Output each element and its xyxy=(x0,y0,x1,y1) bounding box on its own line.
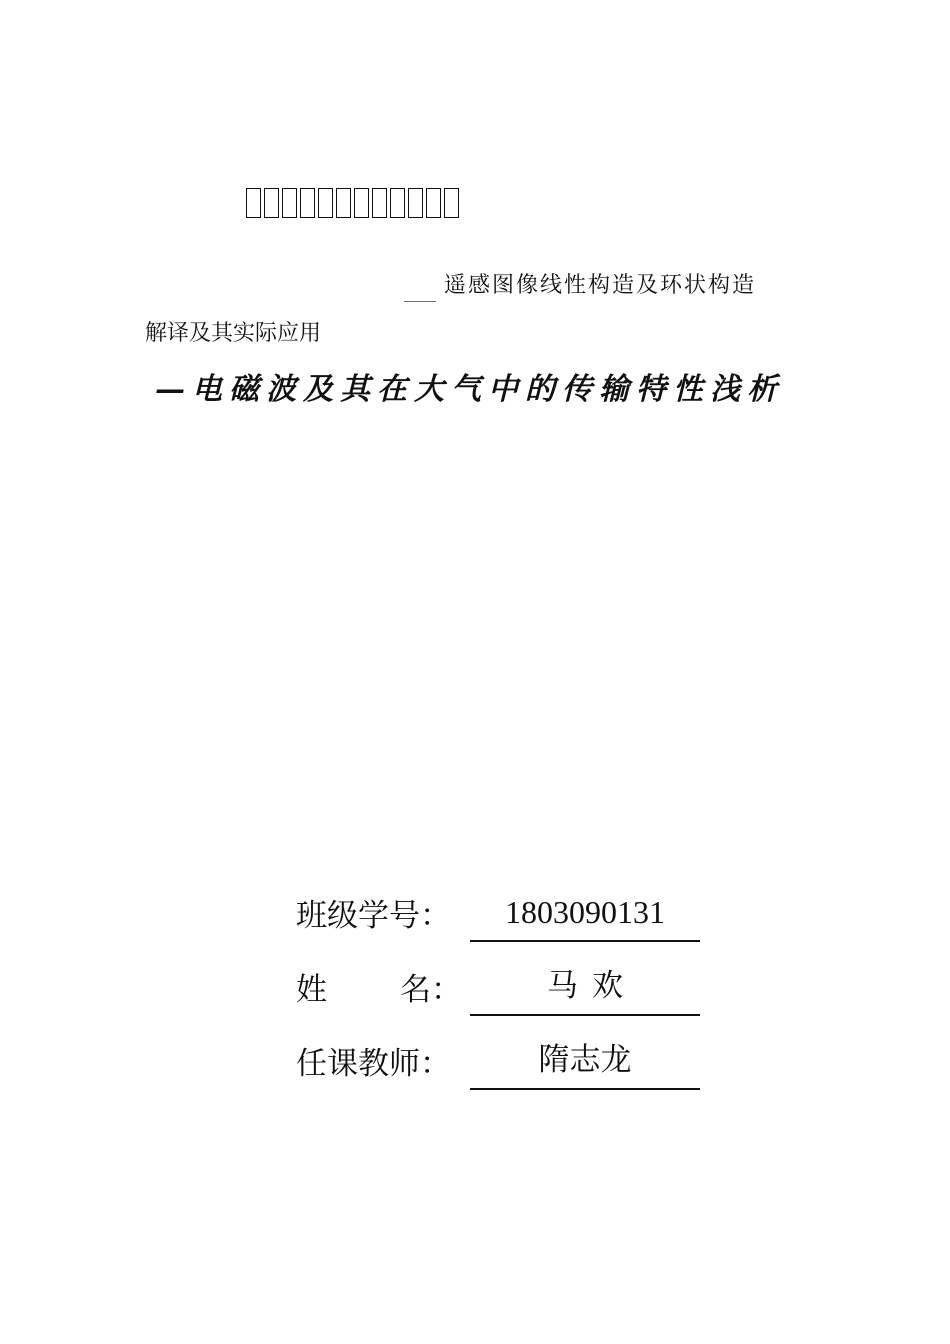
teacher-value: 隋志龙 xyxy=(470,1038,700,1090)
missing-glyph-box xyxy=(318,188,333,218)
teacher-row xyxy=(296,1038,716,1112)
garbled-title-boxes xyxy=(246,188,459,218)
teacher-label: 任课教师： xyxy=(296,1046,451,1082)
subtitle-line-1 xyxy=(404,268,756,302)
missing-glyph-box xyxy=(282,188,297,218)
name-row xyxy=(296,964,716,1038)
name-label xyxy=(296,964,462,1009)
class-id-value: 1803090131 xyxy=(470,890,700,942)
name-value xyxy=(470,964,700,1016)
missing-glyph-box xyxy=(372,188,387,218)
subtitle-line-2: 解译及其实际应用 xyxy=(145,321,322,346)
missing-glyph-box xyxy=(408,188,423,218)
class-id-label: 班级学号： xyxy=(296,898,451,934)
name-label-part-a: 姓 xyxy=(296,972,327,1008)
missing-glyph-box xyxy=(246,188,261,218)
missing-glyph-box xyxy=(264,188,279,218)
main-title: —电磁波及其在大气中的传输特性浅析 xyxy=(155,372,784,407)
missing-glyph-box xyxy=(354,188,369,218)
name-value-part-a: 马 xyxy=(547,968,578,1004)
name-value-part-b: 欢 xyxy=(592,968,623,1004)
info-block xyxy=(296,890,716,1112)
missing-glyph-box xyxy=(336,188,351,218)
subtitle-text-1: 遥感图像线性构造及环状构造 xyxy=(444,273,757,298)
class-id-row xyxy=(296,890,716,964)
missing-glyph-box xyxy=(426,188,441,218)
missing-glyph-box xyxy=(444,188,459,218)
name-label-part-b: 名： xyxy=(400,972,462,1008)
subtitle-dash: ____ xyxy=(404,283,436,302)
missing-glyph-box xyxy=(300,188,315,218)
missing-glyph-box xyxy=(390,188,405,218)
